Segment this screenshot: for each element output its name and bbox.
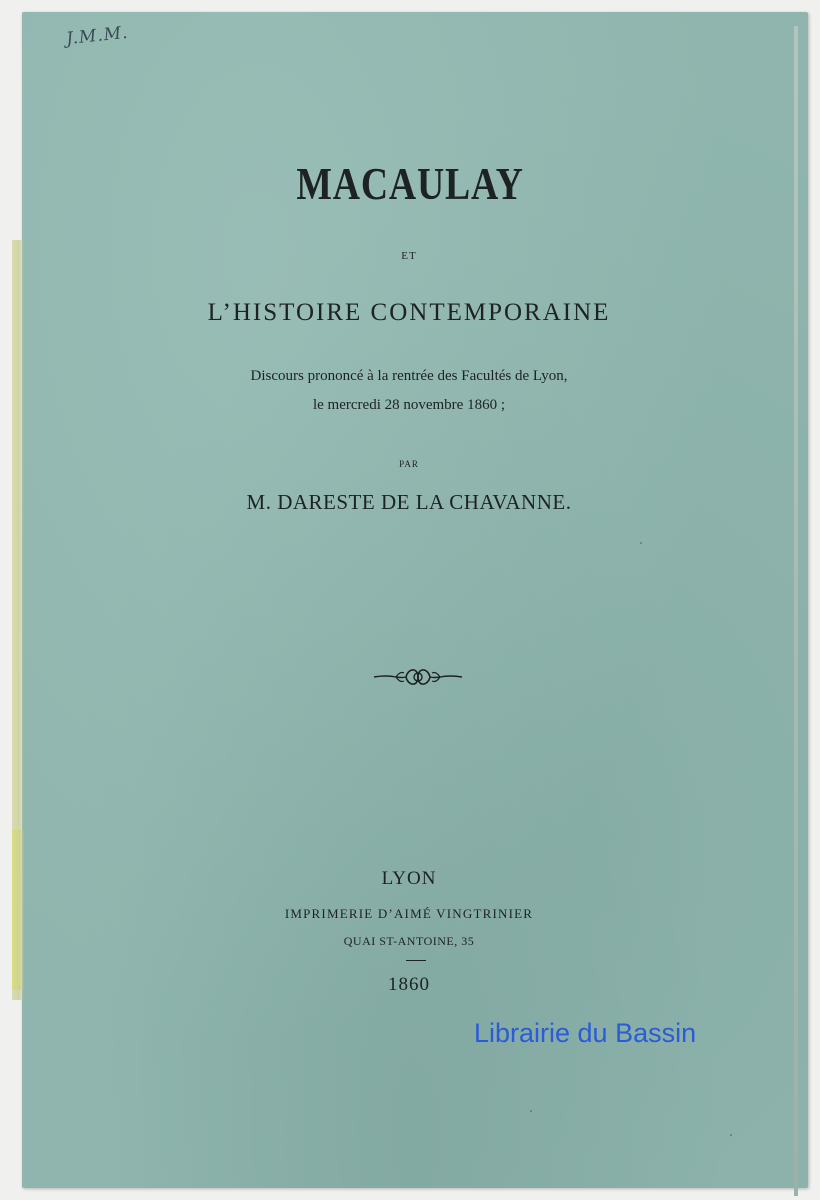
by-label: PAR [399, 459, 419, 469]
imprint-rule [406, 960, 426, 961]
ornament-icon [372, 662, 464, 692]
book-title: MACAULAY [296, 158, 524, 209]
cover-right-edge [794, 26, 798, 1196]
imprint-printer: IMPRIMERIE D’AIMÉ VINGTRINIER [284, 906, 534, 921]
imprint-year: 1860 [388, 974, 430, 995]
title-conjunction: ET [401, 250, 417, 262]
author-name: M. DARESTE DE LA CHAVANNE. [246, 490, 572, 514]
watermark-text: Librairie du Bassin [474, 1018, 697, 1048]
description-line-1: Discours prononcé à la rentrée des Facultés de Lyon, [250, 368, 568, 384]
handwritten-note: J.M.M. [65, 22, 130, 50]
paper-speck [640, 542, 642, 544]
book-cover [22, 12, 808, 1188]
imprint-address: QUAI ST-ANTOINE, 35 [343, 934, 475, 948]
paper-speck [730, 1134, 732, 1136]
book-subtitle: L’HISTOIRE CONTEMPORAINE [207, 299, 611, 326]
imprint-city: LYON [381, 868, 437, 889]
paper-speck [530, 1110, 532, 1112]
cover-spine-tape [12, 830, 24, 990]
description-line-2: le mercredi 28 novembre 1860 ; [312, 397, 506, 413]
